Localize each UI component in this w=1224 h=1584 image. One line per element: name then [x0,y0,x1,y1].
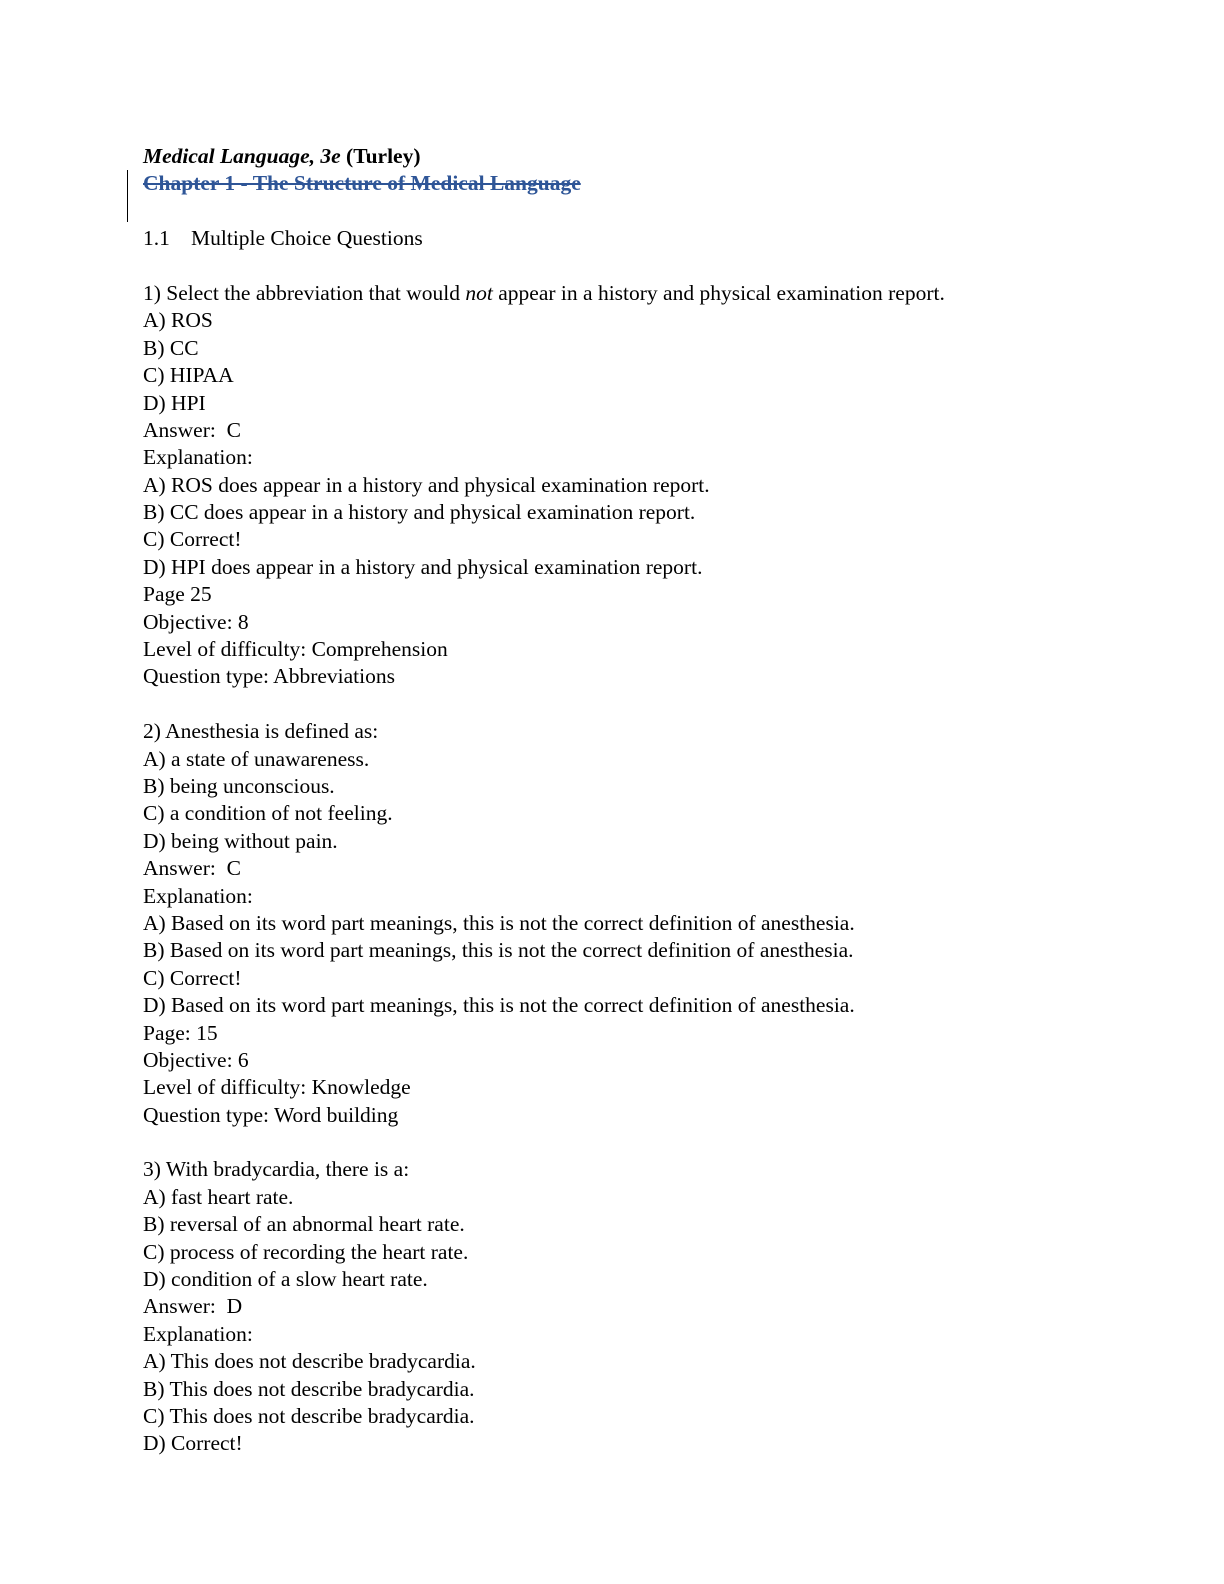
question-stem [143,280,1143,307]
explanation-label: Explanation: [143,883,253,908]
stem-text: appear in a history and physical examination report. [492,280,945,305]
explanation-line: A) ROS does appear in a history and physical examination report. [143,472,710,497]
stem-emphasis: not [465,280,493,305]
question-type: Question type: Abbreviations [143,664,395,689]
answer-option: B) CC [143,335,199,360]
section-title: Multiple Choice Questions [191,226,423,251]
spacer [143,253,1143,280]
objective: Objective: 8 [143,609,249,634]
explanation-line: D) HPI does appear in a history and physical examination report. [143,554,703,579]
difficulty-level: Level of difficulty: Comprehension [143,637,448,662]
question-block-1 [143,280,1143,691]
answer-option: C) a condition of not feeling. [143,801,393,826]
explanation-line: A) This does not describe bradycardia. [143,1349,476,1374]
answer-key: Answer: D [143,1294,243,1319]
answer-option: D) HPI [143,390,206,415]
document-page [143,143,1143,1458]
question-block-3 [143,1156,1143,1457]
answer-option: B) being unconscious. [143,773,335,798]
explanation-label: Explanation: [143,1321,253,1346]
answer-key: Answer: C [143,856,241,881]
question-stem: 3) With bradycardia, there is a: [143,1157,410,1182]
question-type: Question type: Word building [143,1102,399,1127]
explanation-line: C) Correct! [143,965,242,990]
answer-option: A) a state of unawareness. [143,746,370,771]
spacer [143,691,1143,718]
answer-option: A) fast heart rate. [143,1184,294,1209]
explanation-line: C) This does not describe bradycardia. [143,1403,475,1428]
answer-option: D) condition of a slow heart rate. [143,1267,428,1292]
section-number: 1.1 [143,226,170,251]
section-heading [143,225,1143,252]
page-reference: Page 25 [143,582,212,607]
explanation-label: Explanation: [143,445,253,470]
document-title [143,143,1143,170]
page-reference: Page: 15 [143,1020,218,1045]
answer-option: B) reversal of an abnormal heart rate. [143,1212,465,1237]
book-title: Medical Language, 3e [143,144,341,168]
question-block-2 [143,718,1143,1129]
answer-option: C) HIPAA [143,363,234,388]
answer-option: A) ROS [143,308,213,333]
answer-key: Answer: C [143,417,241,442]
revision-change-bar [127,170,128,222]
answer-option: C) process of recording the heart rate. [143,1239,469,1264]
explanation-line: B) CC does appear in a history and physical examination report. [143,500,696,525]
explanation-line: C) Correct! [143,527,242,552]
difficulty-level: Level of difficulty: Knowledge [143,1075,411,1100]
chapter-heading: Chapter 1 - The Structure of Medical Language [143,171,581,196]
explanation-line: A) Based on its word part meanings, this is not the correct definition of anesthesia. [143,910,855,935]
book-author: (Turley) [346,144,421,168]
question-stem: 2) Anesthesia is defined as: [143,719,379,744]
explanation-line: B) This does not describe bradycardia. [143,1376,475,1401]
answer-option: D) being without pain. [143,828,338,853]
explanation-line: B) Based on its word part meanings, this is not the correct definition of anesthesia. [143,938,854,963]
spacer [143,198,1143,225]
explanation-line: D) Correct! [143,1431,243,1456]
stem-text: 1) Select the abbreviation that would [143,280,466,305]
explanation-line: D) Based on its word part meanings, this is not the correct definition of anesthesia. [143,993,855,1018]
spacer [143,1129,1143,1156]
objective: Objective: 6 [143,1047,249,1072]
